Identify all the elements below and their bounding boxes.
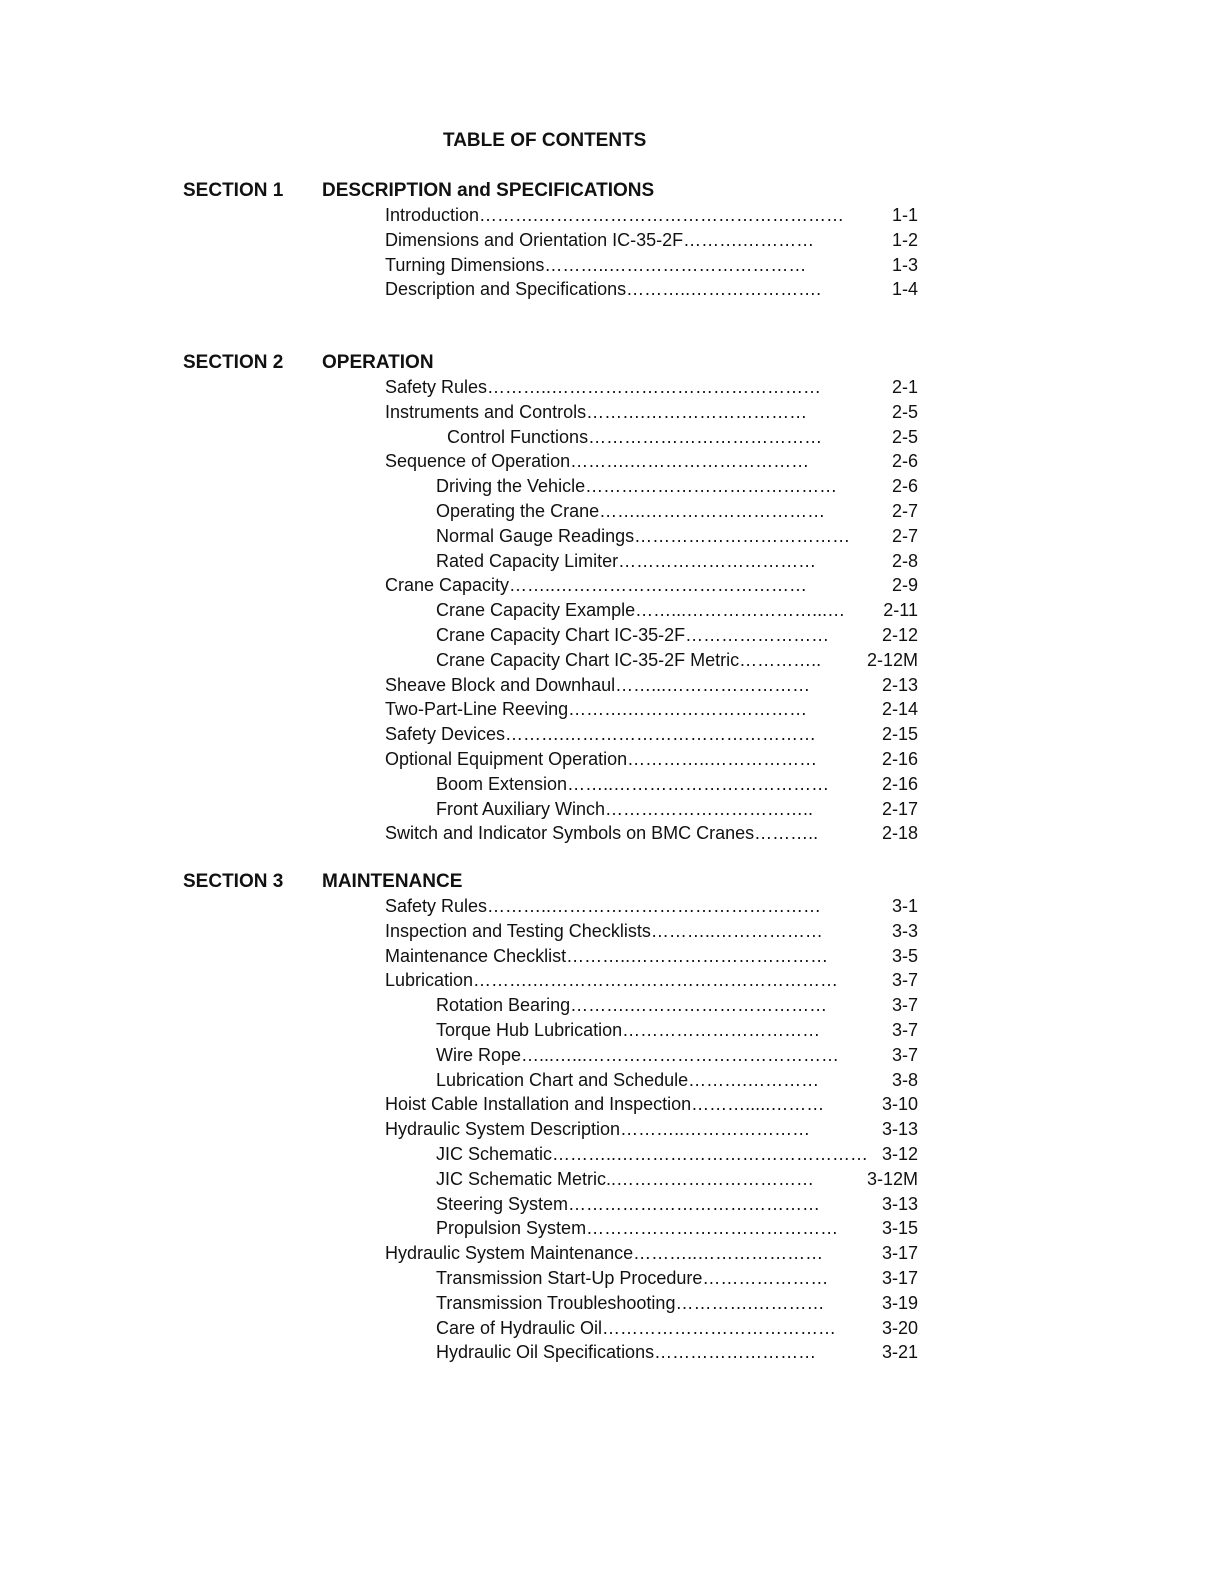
- toc-entry: [436, 772, 918, 796]
- toc-entry: [385, 573, 918, 597]
- toc-entry-title: Front Auxiliary Winch……………………………..: [436, 798, 814, 819]
- section-heading: MAINTENANCE: [322, 871, 463, 892]
- toc-entry-title: Safety Devices……….……………………………………: [385, 724, 817, 745]
- toc-entry-page-number: 3-21: [878, 1340, 918, 1364]
- toc-entry-title: Steering System……………………………………: [436, 1193, 821, 1214]
- toc-entry: [385, 722, 918, 746]
- toc-entry-title: Safety Rules………..………………………………………: [385, 377, 822, 397]
- toc-entry-page-number: 2-6: [888, 474, 918, 498]
- toc-entry: [436, 524, 918, 548]
- toc-entry-title: Operating the Crane……..…………………………: [436, 501, 826, 521]
- section-heading: OPERATION: [322, 352, 434, 373]
- toc-entry-title: Hydraulic System Maintenance………..…………………: [385, 1243, 824, 1264]
- toc-entry-page-number: 1-3: [888, 253, 918, 277]
- toc-entry-page-number: 3-12M: [863, 1167, 918, 1191]
- toc-entry: [436, 1316, 918, 1340]
- toc-entry-title: Introduction……….……………………………………………: [385, 205, 845, 225]
- toc-entry-page-number: 3-12: [878, 1142, 918, 1166]
- toc-entry: [385, 747, 918, 771]
- toc-entry: [436, 1167, 918, 1191]
- toc-entry-page-number: 3-13: [878, 1117, 918, 1141]
- toc-entry-title: Wire Rope…...…...……………………………………: [436, 1044, 840, 1065]
- toc-entry-page-number: 2-18: [878, 821, 918, 845]
- toc-entry-page-number: 2-11: [879, 598, 918, 622]
- toc-entry-page-number: 2-16: [878, 747, 918, 771]
- toc-entry-page-number: 3-7: [888, 1018, 918, 1042]
- toc-entry: [447, 425, 918, 449]
- toc-entry-title: Normal Gauge Readings………………………………: [436, 525, 851, 546]
- toc-entry-title: Transmission Troubleshooting………….…………: [436, 1292, 825, 1313]
- toc-entry-page-number: 2-17: [878, 797, 918, 821]
- toc-entry-title: Crane Capacity Chart IC-35-2F Metric…………..: [436, 649, 822, 670]
- toc-entry: [385, 1092, 918, 1116]
- toc-entry-page-number: 3-20: [878, 1316, 918, 1340]
- toc-entry: [385, 228, 918, 252]
- toc-entry-page-number: 3-10: [878, 1092, 918, 1116]
- toc-entry: [436, 623, 918, 647]
- page-title: TABLE OF CONTENTS: [443, 130, 647, 151]
- toc-entry-title: Description and Specifications………..………………….: [385, 279, 822, 300]
- toc-entry-page-number: 2-5: [888, 400, 918, 424]
- toc-entry-title: Instruments and Controls……….………………………: [385, 401, 808, 422]
- toc-entry: [385, 919, 918, 943]
- toc-entry-title: Crane Capacity……..……………………………………: [385, 575, 808, 596]
- toc-entry-title: Two-Part-Line Reeving……….…………………………: [385, 699, 808, 720]
- toc-entry-title: Propulsion System……………………………………: [436, 1218, 839, 1239]
- toc-entry-title: JIC Schematic Metric..……………………………: [436, 1168, 815, 1189]
- toc-entry-title: Safety Rules………..………………………………………: [385, 896, 822, 916]
- toc-entry: [385, 400, 918, 424]
- toc-entry-title: Driving the Vehicle……………………………………: [436, 476, 838, 497]
- toc-entry: [385, 277, 918, 301]
- toc-entry: [436, 598, 918, 622]
- toc-entry-page-number: 2-9: [888, 573, 918, 597]
- section-label: SECTION 3: [183, 871, 284, 892]
- toc-entry: [436, 1018, 918, 1042]
- toc-entry: [385, 1241, 918, 1265]
- toc-entry-page-number: 2-1: [888, 375, 918, 399]
- toc-entry-page-number: 3-5: [888, 944, 918, 968]
- toc-entry: [385, 821, 918, 845]
- toc-entry-page-number: 2-12M: [863, 648, 918, 672]
- toc-entry-title: Switch and Indicator Symbols on BMC Cranes………..: [385, 823, 819, 844]
- toc-entry-page-number: 3-1: [888, 894, 918, 918]
- toc-entry-page-number: 3-7: [888, 968, 918, 992]
- toc-entry-title: Lubrication……….……………………………………………: [385, 970, 839, 991]
- toc-entry-title: Dimensions and Orientation IC-35-2F……….…………: [385, 229, 815, 250]
- toc-entry: [385, 894, 918, 918]
- toc-entry-title: JIC Schematic………..……………………………………: [436, 1144, 869, 1164]
- toc-entry-title: Rated Capacity Limiter……………………………: [436, 550, 817, 571]
- toc-entry-title: Turning Dimensions………..……………………………: [385, 254, 807, 275]
- toc-entry-page-number: 2-6: [888, 449, 918, 473]
- toc-entry: [436, 648, 918, 672]
- toc-entry-page-number: 3-7: [888, 993, 918, 1017]
- toc-entry-page-number: 2-7: [888, 499, 918, 523]
- toc-entry-title: Hydraulic Oil Specifications………………………: [436, 1342, 817, 1363]
- toc-entry-title: Control Functions…………………………………: [447, 426, 823, 447]
- toc-entry: [436, 1266, 918, 1290]
- toc-entry-page-number: 2-15: [878, 722, 918, 746]
- toc-entry: [436, 1216, 918, 1240]
- toc-entry: [385, 1117, 918, 1141]
- section-heading: DESCRIPTION and SPECIFICATIONS: [322, 180, 655, 201]
- toc-entry: [436, 1043, 918, 1067]
- toc-entry-page-number: 3-19: [878, 1291, 918, 1315]
- toc-entry: [385, 375, 918, 399]
- toc-entry-title: Hoist Cable Installation and Inspection……….....………: [385, 1094, 825, 1115]
- toc-entry-page-number: 3-15: [878, 1216, 918, 1240]
- toc-entry-page-number: 3-17: [878, 1266, 918, 1290]
- toc-entry-page-number: 2-16: [878, 772, 918, 796]
- toc-entry: [436, 1340, 918, 1364]
- section-label: SECTION 2: [183, 352, 284, 373]
- section-label: SECTION 1: [183, 180, 284, 201]
- toc-entry-page-number: 2-8: [888, 549, 918, 573]
- toc-entry-title: Crane Capacity Chart IC-35-2F……………………: [436, 625, 830, 645]
- toc-entry-title: Rotation Bearing……….……………………………: [436, 995, 828, 1016]
- toc-entry: [436, 549, 918, 573]
- toc-entry-page-number: 2-12: [878, 623, 918, 647]
- toc-entry-page-number: 1-2: [888, 228, 918, 252]
- toc-entry-page-number: 3-7: [888, 1043, 918, 1067]
- toc-entry: [436, 1142, 918, 1166]
- toc-entry: [385, 203, 918, 227]
- toc-entry-title: Torque Hub Lubrication……………………………: [436, 1020, 821, 1040]
- toc-entry-page-number: 2-5: [888, 425, 918, 449]
- toc-entry-page-number: 2-14: [878, 697, 918, 721]
- toc-entry: [385, 449, 918, 473]
- toc-entry-title: Optional Equipment Operation…………..………………: [385, 749, 818, 769]
- toc-entry-page-number: 3-13: [878, 1192, 918, 1216]
- toc-entry-title: Lubrication Chart and Schedule……….…………: [436, 1069, 820, 1090]
- toc-entry-page-number: 3-17: [878, 1241, 918, 1265]
- toc-entry: [385, 673, 918, 697]
- toc-entry: [385, 697, 918, 721]
- toc-entry: [436, 1291, 918, 1315]
- toc-entry-page-number: 2-13: [878, 673, 918, 697]
- toc-entry: [436, 993, 918, 1017]
- toc-entry-title: Hydraulic System Description………..…………………: [385, 1119, 811, 1140]
- toc-entry: [436, 474, 918, 498]
- toc-entry-title: Sequence of Operation……….…………………………: [385, 451, 810, 472]
- toc-entry-title: Crane Capacity Example……...…………………...…: [436, 600, 846, 621]
- toc-entry: [436, 1192, 918, 1216]
- toc-entry-title: Boom Extension……..………………………………: [436, 773, 830, 794]
- toc-entry: [436, 797, 918, 821]
- toc-entry-page-number: 1-4: [888, 277, 918, 301]
- toc-entry: [385, 944, 918, 968]
- toc-entry-page-number: 1-1: [888, 203, 918, 227]
- toc-entry-title: Inspection and Testing Checklists………..………………: [385, 920, 823, 941]
- toc-entry: [436, 1068, 918, 1092]
- toc-entry-page-number: 2-7: [888, 524, 918, 548]
- toc-entry-title: Sheave Block and Downhaul……...……………………: [385, 674, 811, 695]
- toc-entry: [385, 253, 918, 277]
- toc-entry-title: Maintenance Checklist………..……………………………: [385, 945, 829, 966]
- toc-entry-page-number: 3-8: [888, 1068, 918, 1092]
- toc-entry-page-number: 3-3: [888, 919, 918, 943]
- toc-entry: [385, 968, 918, 992]
- toc-entry-title: Care of Hydraulic Oil…………………………………: [436, 1317, 837, 1338]
- toc-entry: [436, 499, 918, 523]
- toc-entry-title: Transmission Start-Up Procedure…………………: [436, 1268, 829, 1288]
